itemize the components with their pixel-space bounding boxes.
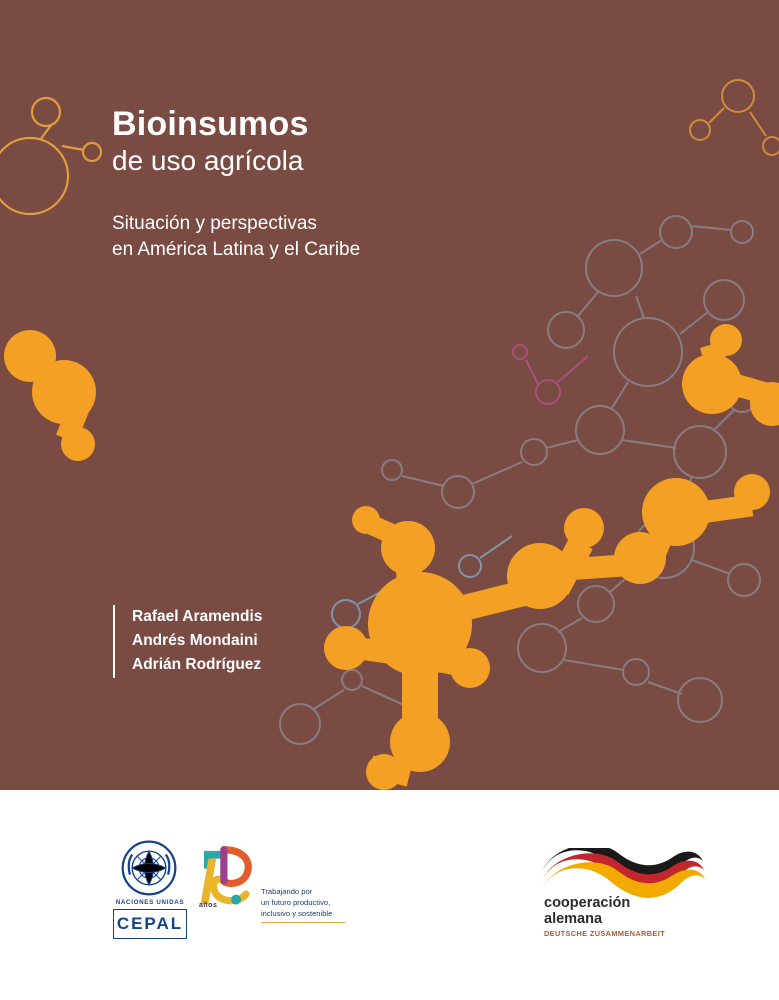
page-title: Bioinsumos: [112, 105, 309, 143]
page-description: [112, 211, 672, 262]
title-block: [112, 105, 672, 263]
author-list: [113, 605, 262, 678]
author-name: Andrés Mondaini: [132, 632, 258, 650]
cepal-acronym-box: [113, 909, 187, 939]
description-line-2: en América Latina y el Caribe: [112, 238, 361, 260]
anniversary-tagline: [261, 886, 345, 919]
anniversary-underline: [261, 922, 345, 923]
german-cooperation-line-1: cooperación: [544, 895, 631, 911]
cepal-logo: [113, 840, 348, 955]
german-cooperation-line-3: DEUTSCHE ZUSAMMENARBEIT: [544, 929, 665, 939]
anniversary-tagline-line-1: Trabajando por: [261, 887, 313, 896]
german-cooperation-wordmark: [544, 896, 665, 938]
logo-footer: [0, 790, 779, 1000]
anniversary-tagline-line-2: un futuro productivo,: [261, 898, 331, 907]
description-line-1: Situación y perspectivas: [112, 213, 317, 235]
anniversary-tagline-line-3: inclusivo y sostenible: [261, 909, 333, 918]
anniversary-years-label: años: [199, 902, 218, 909]
german-cooperation-logo: [540, 848, 710, 948]
author-name: Adrián Rodríguez: [132, 656, 262, 674]
page-subtitle: de uso agrícola: [112, 145, 304, 177]
cepal-acronym: CEPAL: [116, 914, 184, 933]
un-organization-label: NACIONES UNIDAS: [115, 899, 185, 906]
german-cooperation-line-2: alemana: [544, 910, 603, 927]
un-emblem-icon: [121, 840, 177, 896]
author-name: Rafael Aramendis: [132, 608, 263, 625]
german-flag-ribbon-icon: [540, 848, 705, 900]
